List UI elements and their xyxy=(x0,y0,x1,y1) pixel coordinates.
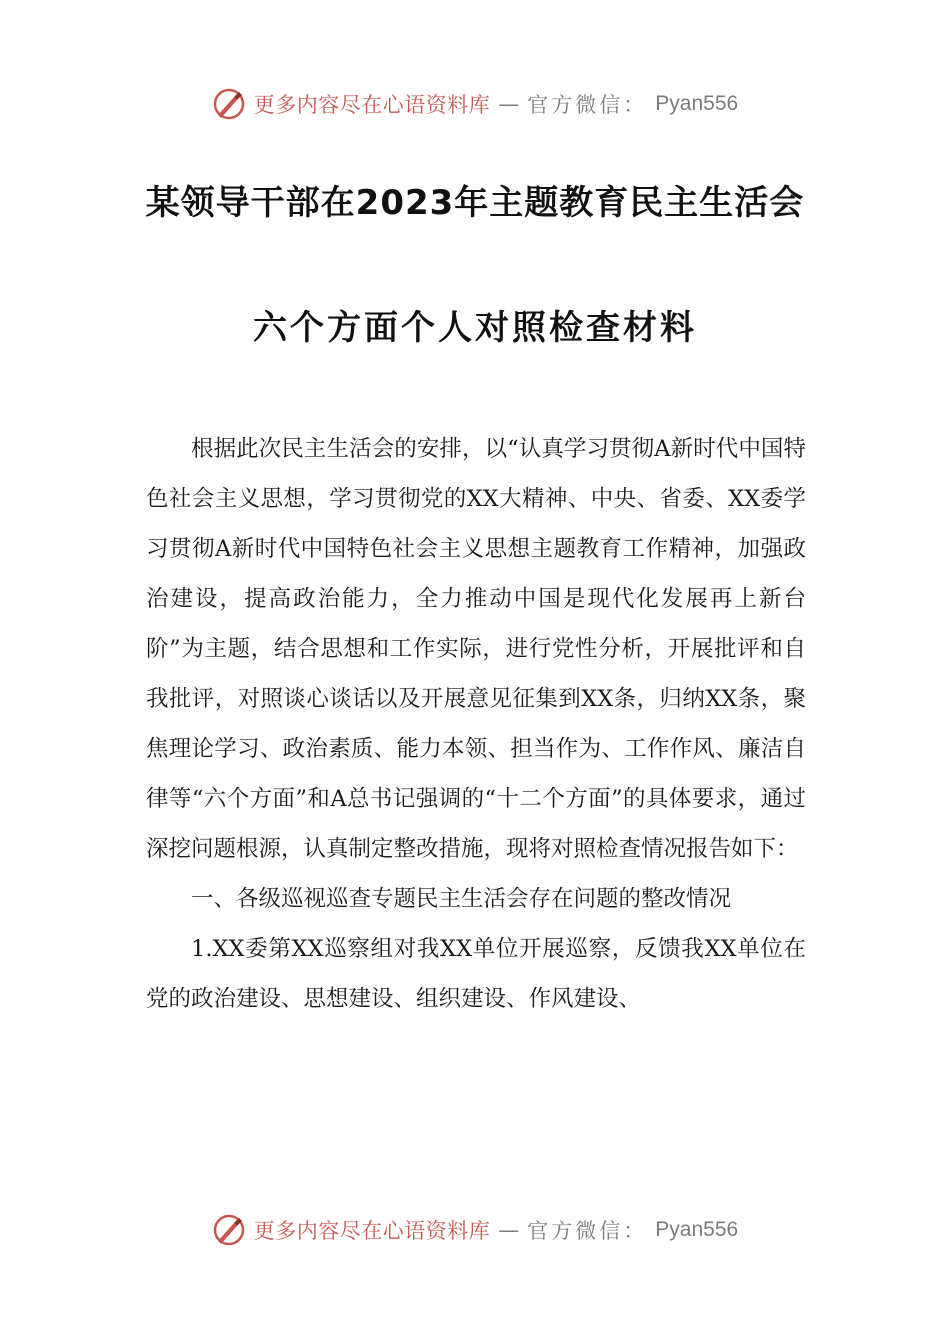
wechat-label: 官方微信： xyxy=(527,1219,648,1243)
wechat-label: 官方微信： xyxy=(527,93,648,117)
document-title-line1: 某领导干部在2023年主题教育民主生活会 xyxy=(145,183,805,223)
paragraph-intro: 根据此次民主生活会的安排，以“认真学习贯彻A新时代中国特色社会主义思想，学习贯彻党的XX大精神、中央、省委、XX委学习贯彻A新时代中国特色社会主义思想主题教育工作精神，加强政治建设，提高政治能力，全力推动中国是现代化发展再上新台阶”为主题，结合思想和工作实际，进行党性分析，开展批评和自我批评，对照谈心谈话以及开展意见征集到XX条，归纳XX条，聚焦理论学习、政治素质、能力本领、担当作为、工作作风、廉洁自律等“六个方面”和A总书记强调的“十二个方面”的具体要求，通过深挖问题根源，认真制定整改措施，现将对照检查情况报告如下： xyxy=(146,436,806,862)
section-heading-1: 一、各级巡视巡查专题民主生活会存在问题的整改情况 xyxy=(191,886,732,912)
pen-logo-icon xyxy=(212,1213,246,1247)
watermark-dash: — xyxy=(498,1218,520,1242)
watermark-text: 更多内容尽在心语资料库 xyxy=(253,1219,491,1243)
paragraph-item-1: 1.XX委第XX巡察组对我XX单位开展巡察，反馈我XX单位在党的政治建设、思想建设、组织建设、作风建设、 xyxy=(146,936,806,1012)
document-body xyxy=(146,424,806,1024)
watermark-text: 更多内容尽在心语资料库 xyxy=(253,93,491,117)
watermark-footer xyxy=(0,1208,950,1252)
document-title-line2: 六个方面个人对照检查材料 xyxy=(253,308,697,348)
watermark-header xyxy=(0,82,950,126)
watermark-dash: — xyxy=(498,92,520,116)
wechat-id: Pyan556 xyxy=(655,1218,739,1241)
pen-logo-icon xyxy=(212,87,246,121)
wechat-id: Pyan556 xyxy=(655,92,739,115)
